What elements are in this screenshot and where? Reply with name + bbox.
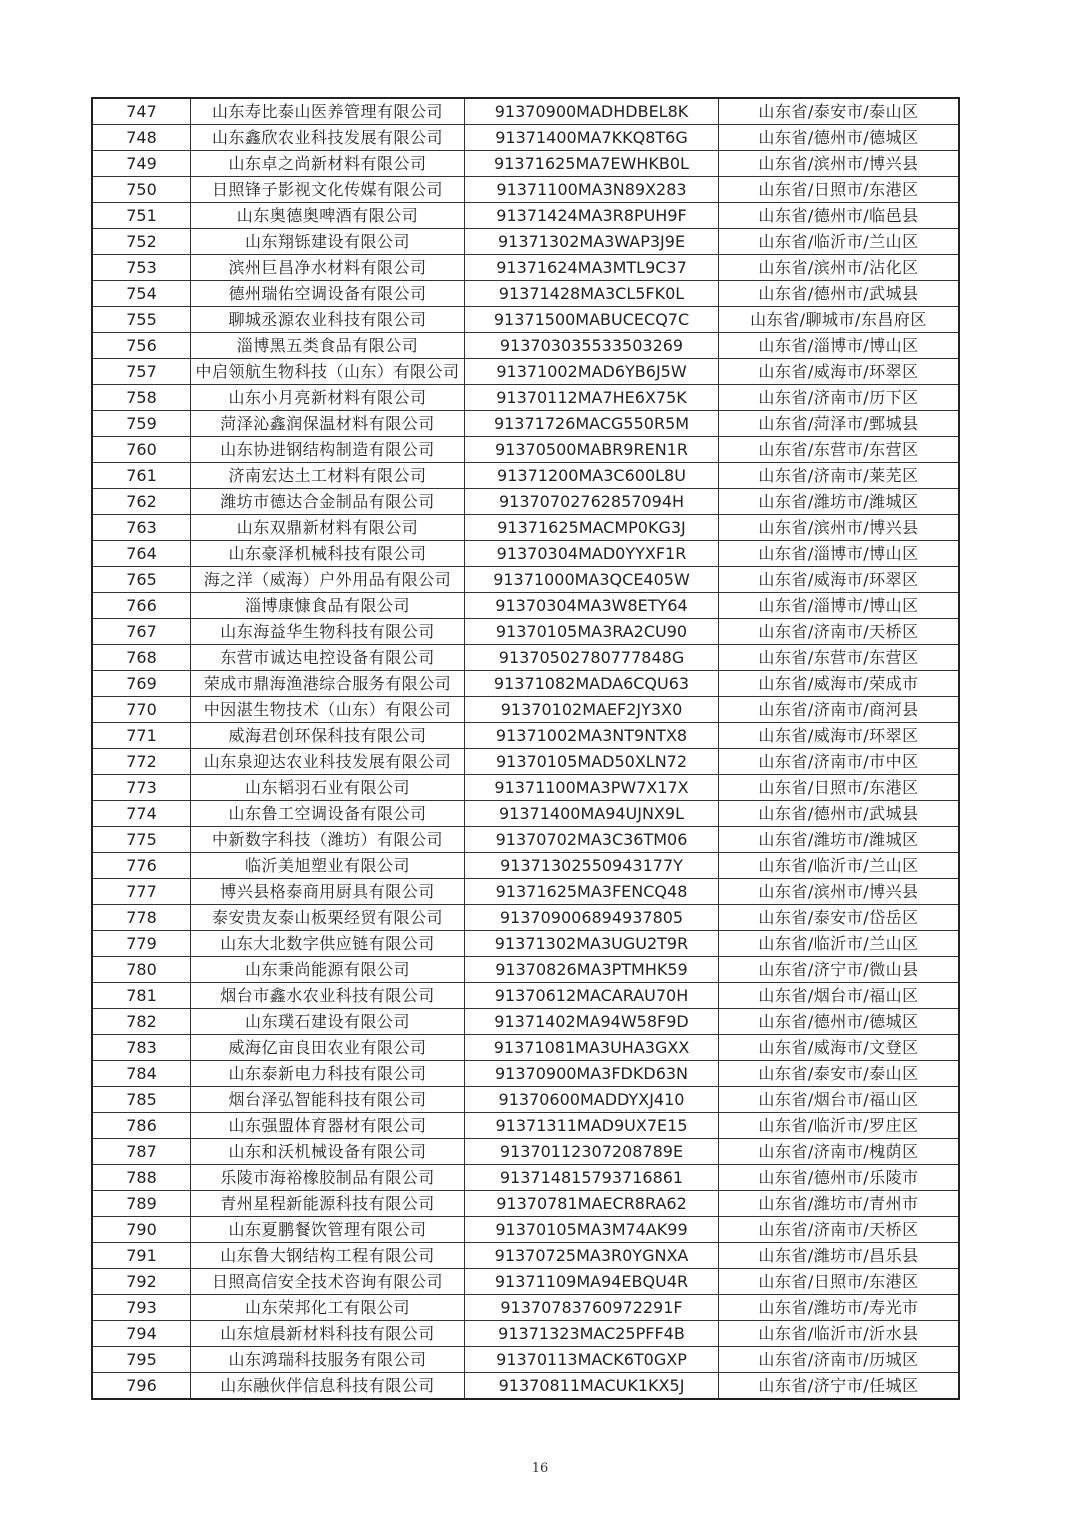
company-name-cell: 山东寿比泰山医养管理有限公司 [191, 98, 465, 125]
row-number-cell: 761 [92, 463, 191, 489]
region-cell: 山东省/滨州市/博兴县 [719, 515, 960, 541]
table-row [92, 827, 959, 853]
row-number-cell: 767 [92, 619, 191, 645]
table-row [92, 229, 959, 255]
row-number-cell: 784 [92, 1061, 191, 1087]
company-name-cell: 山东海益华生物科技有限公司 [191, 619, 465, 645]
region-cell: 山东省/日照市/东港区 [719, 775, 960, 801]
credit-code-cell: 91370702MA3C36TM06 [465, 827, 719, 853]
credit-code-cell: 91371002MA3NT9NTX8 [465, 723, 719, 749]
credit-code-cell: 913714815793716861 [465, 1165, 719, 1191]
region-cell: 山东省/济南市/天桥区 [719, 619, 960, 645]
credit-code-cell: 91370900MADHDBEL8K [465, 98, 719, 125]
credit-code-cell: 91371100MA3PW7X17X [465, 775, 719, 801]
region-cell: 山东省/淄博市/博山区 [719, 541, 960, 567]
row-number-cell: 765 [92, 567, 191, 593]
credit-code-cell: 91370702762857094H [465, 489, 719, 515]
credit-code-cell: 91371302MA3UGU2T9R [465, 931, 719, 957]
region-cell: 山东省/聊城市/东昌府区 [719, 307, 960, 333]
row-number-cell: 789 [92, 1191, 191, 1217]
table-row [92, 1113, 959, 1139]
credit-code-cell: 91370113MACK6T0GXP [465, 1347, 719, 1373]
company-name-cell: 泰安贵友泰山板栗经贸有限公司 [191, 905, 465, 931]
row-number-cell: 769 [92, 671, 191, 697]
row-number-cell: 794 [92, 1321, 191, 1347]
row-number-cell: 781 [92, 983, 191, 1009]
company-name-cell: 潍坊市德达合金制品有限公司 [191, 489, 465, 515]
company-name-cell: 山东翔铄建设有限公司 [191, 229, 465, 255]
credit-code-cell: 91370102MAEF2JY3X0 [465, 697, 719, 723]
credit-code-cell: 91371402MA94W58F9D [465, 1009, 719, 1035]
company-name-cell: 中新数字科技（潍坊）有限公司 [191, 827, 465, 853]
region-cell: 山东省/烟台市/福山区 [719, 983, 960, 1009]
table-row [92, 1087, 959, 1113]
credit-code-cell: 91370900MA3FDKD63N [465, 1061, 719, 1087]
company-name-cell: 山东强盟体育器材有限公司 [191, 1113, 465, 1139]
region-cell: 山东省/威海市/环翠区 [719, 359, 960, 385]
table-row [92, 1165, 959, 1191]
region-cell: 山东省/滨州市/博兴县 [719, 879, 960, 905]
table-row [92, 411, 959, 437]
credit-code-cell: 91371082MADA6CQU63 [465, 671, 719, 697]
company-name-cell: 山东泰新电力科技有限公司 [191, 1061, 465, 1087]
company-name-cell: 日照锋子影视文化传媒有限公司 [191, 177, 465, 203]
region-cell: 山东省/烟台市/福山区 [719, 1087, 960, 1113]
region-cell: 山东省/潍坊市/寿光市 [719, 1295, 960, 1321]
table-row [92, 437, 959, 463]
table-row [92, 801, 959, 827]
row-number-cell: 783 [92, 1035, 191, 1061]
table-row [92, 515, 959, 541]
company-name-cell: 海之洋（威海）户外用品有限公司 [191, 567, 465, 593]
row-number-cell: 749 [92, 151, 191, 177]
credit-code-cell: 91370725MA3R0YGNXA [465, 1243, 719, 1269]
table-row [92, 255, 959, 281]
region-cell: 山东省/临沂市/兰山区 [719, 229, 960, 255]
company-name-cell: 山东奥德奥啤酒有限公司 [191, 203, 465, 229]
credit-code-cell: 91371002MAD6YB6J5W [465, 359, 719, 385]
row-number-cell: 759 [92, 411, 191, 437]
region-cell: 山东省/日照市/东港区 [719, 177, 960, 203]
row-number-cell: 766 [92, 593, 191, 619]
company-name-cell: 山东荣邦化工有限公司 [191, 1295, 465, 1321]
region-cell: 山东省/济南市/历城区 [719, 1347, 960, 1373]
region-cell: 山东省/德州市/临邑县 [719, 203, 960, 229]
company-name-cell: 聊城丞源农业科技有限公司 [191, 307, 465, 333]
credit-code-cell: 91371726MACG550R5M [465, 411, 719, 437]
region-cell: 山东省/东营市/东营区 [719, 645, 960, 671]
company-name-cell: 山东鑫欣农业科技发展有限公司 [191, 125, 465, 151]
company-name-cell: 山东璞石建设有限公司 [191, 1009, 465, 1035]
row-number-cell: 788 [92, 1165, 191, 1191]
company-name-cell: 山东和沃机械设备有限公司 [191, 1139, 465, 1165]
credit-code-cell: 91371200MA3C600L8U [465, 463, 719, 489]
row-number-cell: 753 [92, 255, 191, 281]
row-number-cell: 790 [92, 1217, 191, 1243]
table-row [92, 1191, 959, 1217]
table-row [92, 281, 959, 307]
row-number-cell: 757 [92, 359, 191, 385]
row-number-cell: 752 [92, 229, 191, 255]
credit-code-cell: 91371323MAC25PFF4B [465, 1321, 719, 1347]
row-number-cell: 774 [92, 801, 191, 827]
credit-code-cell: 91370105MAD50XLN72 [465, 749, 719, 775]
company-name-cell: 山东豪泽机械科技有限公司 [191, 541, 465, 567]
row-number-cell: 772 [92, 749, 191, 775]
credit-code-cell: 913703035533503269 [465, 333, 719, 359]
credit-code-cell: 91371109MA94EBQU4R [465, 1269, 719, 1295]
credit-code-cell: 91370826MA3PTMHK59 [465, 957, 719, 983]
row-number-cell: 771 [92, 723, 191, 749]
company-name-cell: 山东泉迎达农业科技发展有限公司 [191, 749, 465, 775]
region-cell: 山东省/临沂市/沂水县 [719, 1321, 960, 1347]
credit-code-cell: 91371302550943177Y [465, 853, 719, 879]
region-cell: 山东省/临沂市/兰山区 [719, 853, 960, 879]
region-cell: 山东省/威海市/环翠区 [719, 567, 960, 593]
region-cell: 山东省/济南市/莱芜区 [719, 463, 960, 489]
region-cell: 山东省/泰安市/泰山区 [719, 98, 960, 125]
region-cell: 山东省/德州市/德城区 [719, 1009, 960, 1035]
company-name-cell: 山东卓之尚新材料有限公司 [191, 151, 465, 177]
company-name-cell: 山东大北数字供应链有限公司 [191, 931, 465, 957]
credit-code-cell: 91370612MACARAU70H [465, 983, 719, 1009]
table-row [92, 879, 959, 905]
region-cell: 山东省/菏泽市/鄄城县 [719, 411, 960, 437]
table-row [92, 385, 959, 411]
credit-code-cell: 91371428MA3CL5FK0L [465, 281, 719, 307]
row-number-cell: 795 [92, 1347, 191, 1373]
table-row [92, 1321, 959, 1347]
table-row [92, 1243, 959, 1269]
table-row [92, 931, 959, 957]
credit-code-cell: 91371081MA3UHA3GXX [465, 1035, 719, 1061]
table-row [92, 905, 959, 931]
company-name-cell: 山东鲁工空调设备有限公司 [191, 801, 465, 827]
credit-code-cell: 91370502780777848G [465, 645, 719, 671]
credit-code-cell: 91370105MA3RA2CU90 [465, 619, 719, 645]
company-name-cell: 荣成市鼎海渔港综合服务有限公司 [191, 671, 465, 697]
company-name-cell: 山东协进钢结构制造有限公司 [191, 437, 465, 463]
row-number-cell: 782 [92, 1009, 191, 1035]
row-number-cell: 760 [92, 437, 191, 463]
region-cell: 山东省/滨州市/博兴县 [719, 151, 960, 177]
region-cell: 山东省/济南市/市中区 [719, 749, 960, 775]
region-cell: 山东省/临沂市/兰山区 [719, 931, 960, 957]
credit-code-cell: 91371625MA3FENCQ48 [465, 879, 719, 905]
row-number-cell: 786 [92, 1113, 191, 1139]
credit-code-cell: 91371624MA3MTL9C37 [465, 255, 719, 281]
row-number-cell: 764 [92, 541, 191, 567]
region-cell: 山东省/德州市/乐陵市 [719, 1165, 960, 1191]
credit-code-cell: 91370500MABR9REN1R [465, 437, 719, 463]
company-list-table [91, 97, 960, 1400]
row-number-cell: 755 [92, 307, 191, 333]
company-name-cell: 山东韬羽石业有限公司 [191, 775, 465, 801]
region-cell: 山东省/济宁市/任城区 [719, 1373, 960, 1400]
region-cell: 山东省/济南市/历下区 [719, 385, 960, 411]
company-name-cell: 山东小月亮新材料有限公司 [191, 385, 465, 411]
region-cell: 山东省/德州市/德城区 [719, 125, 960, 151]
credit-code-cell: 91371000MA3QCE405W [465, 567, 719, 593]
company-name-cell: 烟台泽弘智能科技有限公司 [191, 1087, 465, 1113]
row-number-cell: 751 [92, 203, 191, 229]
region-cell: 山东省/威海市/荣成市 [719, 671, 960, 697]
table-row [92, 1035, 959, 1061]
table-row [92, 333, 959, 359]
table-row [92, 1373, 959, 1400]
region-cell: 山东省/泰安市/泰山区 [719, 1061, 960, 1087]
company-name-cell: 山东双鼎新材料有限公司 [191, 515, 465, 541]
row-number-cell: 780 [92, 957, 191, 983]
company-name-cell: 临沂美旭塑业有限公司 [191, 853, 465, 879]
table-row [92, 1139, 959, 1165]
company-name-cell: 山东秉尚能源有限公司 [191, 957, 465, 983]
row-number-cell: 775 [92, 827, 191, 853]
credit-code-cell: 91371400MA94UJNX9L [465, 801, 719, 827]
table-body [92, 98, 959, 1399]
table-row [92, 957, 959, 983]
table-row [92, 1295, 959, 1321]
table-row [92, 1009, 959, 1035]
row-number-cell: 796 [92, 1373, 191, 1400]
credit-code-cell: 91371500MABUCECQ7C [465, 307, 719, 333]
row-number-cell: 756 [92, 333, 191, 359]
row-number-cell: 770 [92, 697, 191, 723]
region-cell: 山东省/济南市/槐荫区 [719, 1139, 960, 1165]
table-row [92, 671, 959, 697]
company-name-cell: 滨州巨昌净水材料有限公司 [191, 255, 465, 281]
row-number-cell: 791 [92, 1243, 191, 1269]
company-name-cell: 山东鲁大钢结构工程有限公司 [191, 1243, 465, 1269]
table-row [92, 853, 959, 879]
row-number-cell: 750 [92, 177, 191, 203]
credit-code-cell: 91370112MA7HE6X75K [465, 385, 719, 411]
region-cell: 山东省/威海市/环翠区 [719, 723, 960, 749]
row-number-cell: 758 [92, 385, 191, 411]
credit-code-cell: 91370811MACUK1KX5J [465, 1373, 719, 1400]
region-cell: 山东省/济南市/天桥区 [719, 1217, 960, 1243]
credit-code-cell: 91370105MA3M74AK99 [465, 1217, 719, 1243]
row-number-cell: 762 [92, 489, 191, 515]
company-name-cell: 中因湛生物技术（山东）有限公司 [191, 697, 465, 723]
table-row [92, 593, 959, 619]
row-number-cell: 768 [92, 645, 191, 671]
table-row [92, 307, 959, 333]
credit-code-cell: 91370304MAD0YYXF1R [465, 541, 719, 567]
company-name-cell: 山东煊晨新材料科技有限公司 [191, 1321, 465, 1347]
row-number-cell: 778 [92, 905, 191, 931]
table-row [92, 645, 959, 671]
row-number-cell: 754 [92, 281, 191, 307]
company-name-cell: 山东鸿瑞科技服务有限公司 [191, 1347, 465, 1373]
region-cell: 山东省/济南市/商河县 [719, 697, 960, 723]
region-cell: 山东省/东营市/东营区 [719, 437, 960, 463]
credit-code-cell: 91371311MAD9UX7E15 [465, 1113, 719, 1139]
row-number-cell: 779 [92, 931, 191, 957]
credit-code-cell: 91371625MACMP0KG3J [465, 515, 719, 541]
credit-code-cell: 91370112307208789E [465, 1139, 719, 1165]
region-cell: 山东省/淄博市/博山区 [719, 593, 960, 619]
company-name-cell: 博兴县格泰商用厨具有限公司 [191, 879, 465, 905]
table-row [92, 489, 959, 515]
company-name-cell: 济南宏达土工材料有限公司 [191, 463, 465, 489]
table-row [92, 567, 959, 593]
region-cell: 山东省/泰安市/岱岳区 [719, 905, 960, 931]
credit-code-cell: 913709006894937805 [465, 905, 719, 931]
region-cell: 山东省/德州市/武城县 [719, 281, 960, 307]
company-name-cell: 山东夏鹏餐饮管理有限公司 [191, 1217, 465, 1243]
company-name-cell: 菏泽沁鑫润保温材料有限公司 [191, 411, 465, 437]
table-row [92, 775, 959, 801]
page-number: 16 [531, 1461, 549, 1476]
table-row [92, 98, 959, 125]
table-row [92, 1347, 959, 1373]
row-number-cell: 748 [92, 125, 191, 151]
row-number-cell: 763 [92, 515, 191, 541]
company-name-cell: 淄博黑五类食品有限公司 [191, 333, 465, 359]
region-cell: 山东省/潍坊市/潍城区 [719, 827, 960, 853]
table-row [92, 177, 959, 203]
company-name-cell: 东营市诚达电控设备有限公司 [191, 645, 465, 671]
company-name-cell: 青州星程新能源科技有限公司 [191, 1191, 465, 1217]
company-name-cell: 乐陵市海裕橡胶制品有限公司 [191, 1165, 465, 1191]
region-cell: 山东省/济宁市/微山县 [719, 957, 960, 983]
credit-code-cell: 91371424MA3R8PUH9F [465, 203, 719, 229]
company-name-cell: 山东融伙伴信息科技有限公司 [191, 1373, 465, 1400]
credit-code-cell: 91371400MA7KKQ8T6G [465, 125, 719, 151]
table-row [92, 1217, 959, 1243]
credit-code-cell: 91370783760972291F [465, 1295, 719, 1321]
credit-code-cell: 91370600MADDYXJ410 [465, 1087, 719, 1113]
table-row [92, 203, 959, 229]
region-cell: 山东省/德州市/武城县 [719, 801, 960, 827]
region-cell: 山东省/滨州市/沾化区 [719, 255, 960, 281]
table-row [92, 1269, 959, 1295]
credit-code-cell: 91371625MA7EWHKB0L [465, 151, 719, 177]
credit-code-cell: 91371302MA3WAP3J9E [465, 229, 719, 255]
company-name-cell: 淄博康慷食品有限公司 [191, 593, 465, 619]
region-cell: 山东省/临沂市/罗庄区 [719, 1113, 960, 1139]
row-number-cell: 747 [92, 98, 191, 125]
region-cell: 山东省/潍坊市/青州市 [719, 1191, 960, 1217]
credit-code-cell: 91370781MAECR8RA62 [465, 1191, 719, 1217]
table-row [92, 619, 959, 645]
region-cell: 山东省/日照市/东港区 [719, 1269, 960, 1295]
table-row [92, 541, 959, 567]
row-number-cell: 793 [92, 1295, 191, 1321]
company-name-cell: 德州瑞佑空调设备有限公司 [191, 281, 465, 307]
company-name-cell: 中启领航生物科技（山东）有限公司 [191, 359, 465, 385]
company-name-cell: 威海君创环保科技有限公司 [191, 723, 465, 749]
row-number-cell: 792 [92, 1269, 191, 1295]
credit-code-cell: 91370304MA3W8ETY64 [465, 593, 719, 619]
company-name-cell: 日照高信安全技术咨询有限公司 [191, 1269, 465, 1295]
table-row [92, 359, 959, 385]
row-number-cell: 776 [92, 853, 191, 879]
region-cell: 山东省/潍坊市/昌乐县 [719, 1243, 960, 1269]
company-name-cell: 烟台市鑫水农业科技有限公司 [191, 983, 465, 1009]
table-row [92, 463, 959, 489]
table-row [92, 723, 959, 749]
credit-code-cell: 91371100MA3N89X283 [465, 177, 719, 203]
table-row [92, 983, 959, 1009]
table-row [92, 125, 959, 151]
table-row [92, 1061, 959, 1087]
region-cell: 山东省/淄博市/博山区 [719, 333, 960, 359]
row-number-cell: 785 [92, 1087, 191, 1113]
row-number-cell: 777 [92, 879, 191, 905]
region-cell: 山东省/潍坊市/潍城区 [719, 489, 960, 515]
table-row [92, 749, 959, 775]
table-row [92, 697, 959, 723]
row-number-cell: 787 [92, 1139, 191, 1165]
company-name-cell: 威海亿亩良田农业有限公司 [191, 1035, 465, 1061]
region-cell: 山东省/威海市/文登区 [719, 1035, 960, 1061]
row-number-cell: 773 [92, 775, 191, 801]
table-row [92, 151, 959, 177]
